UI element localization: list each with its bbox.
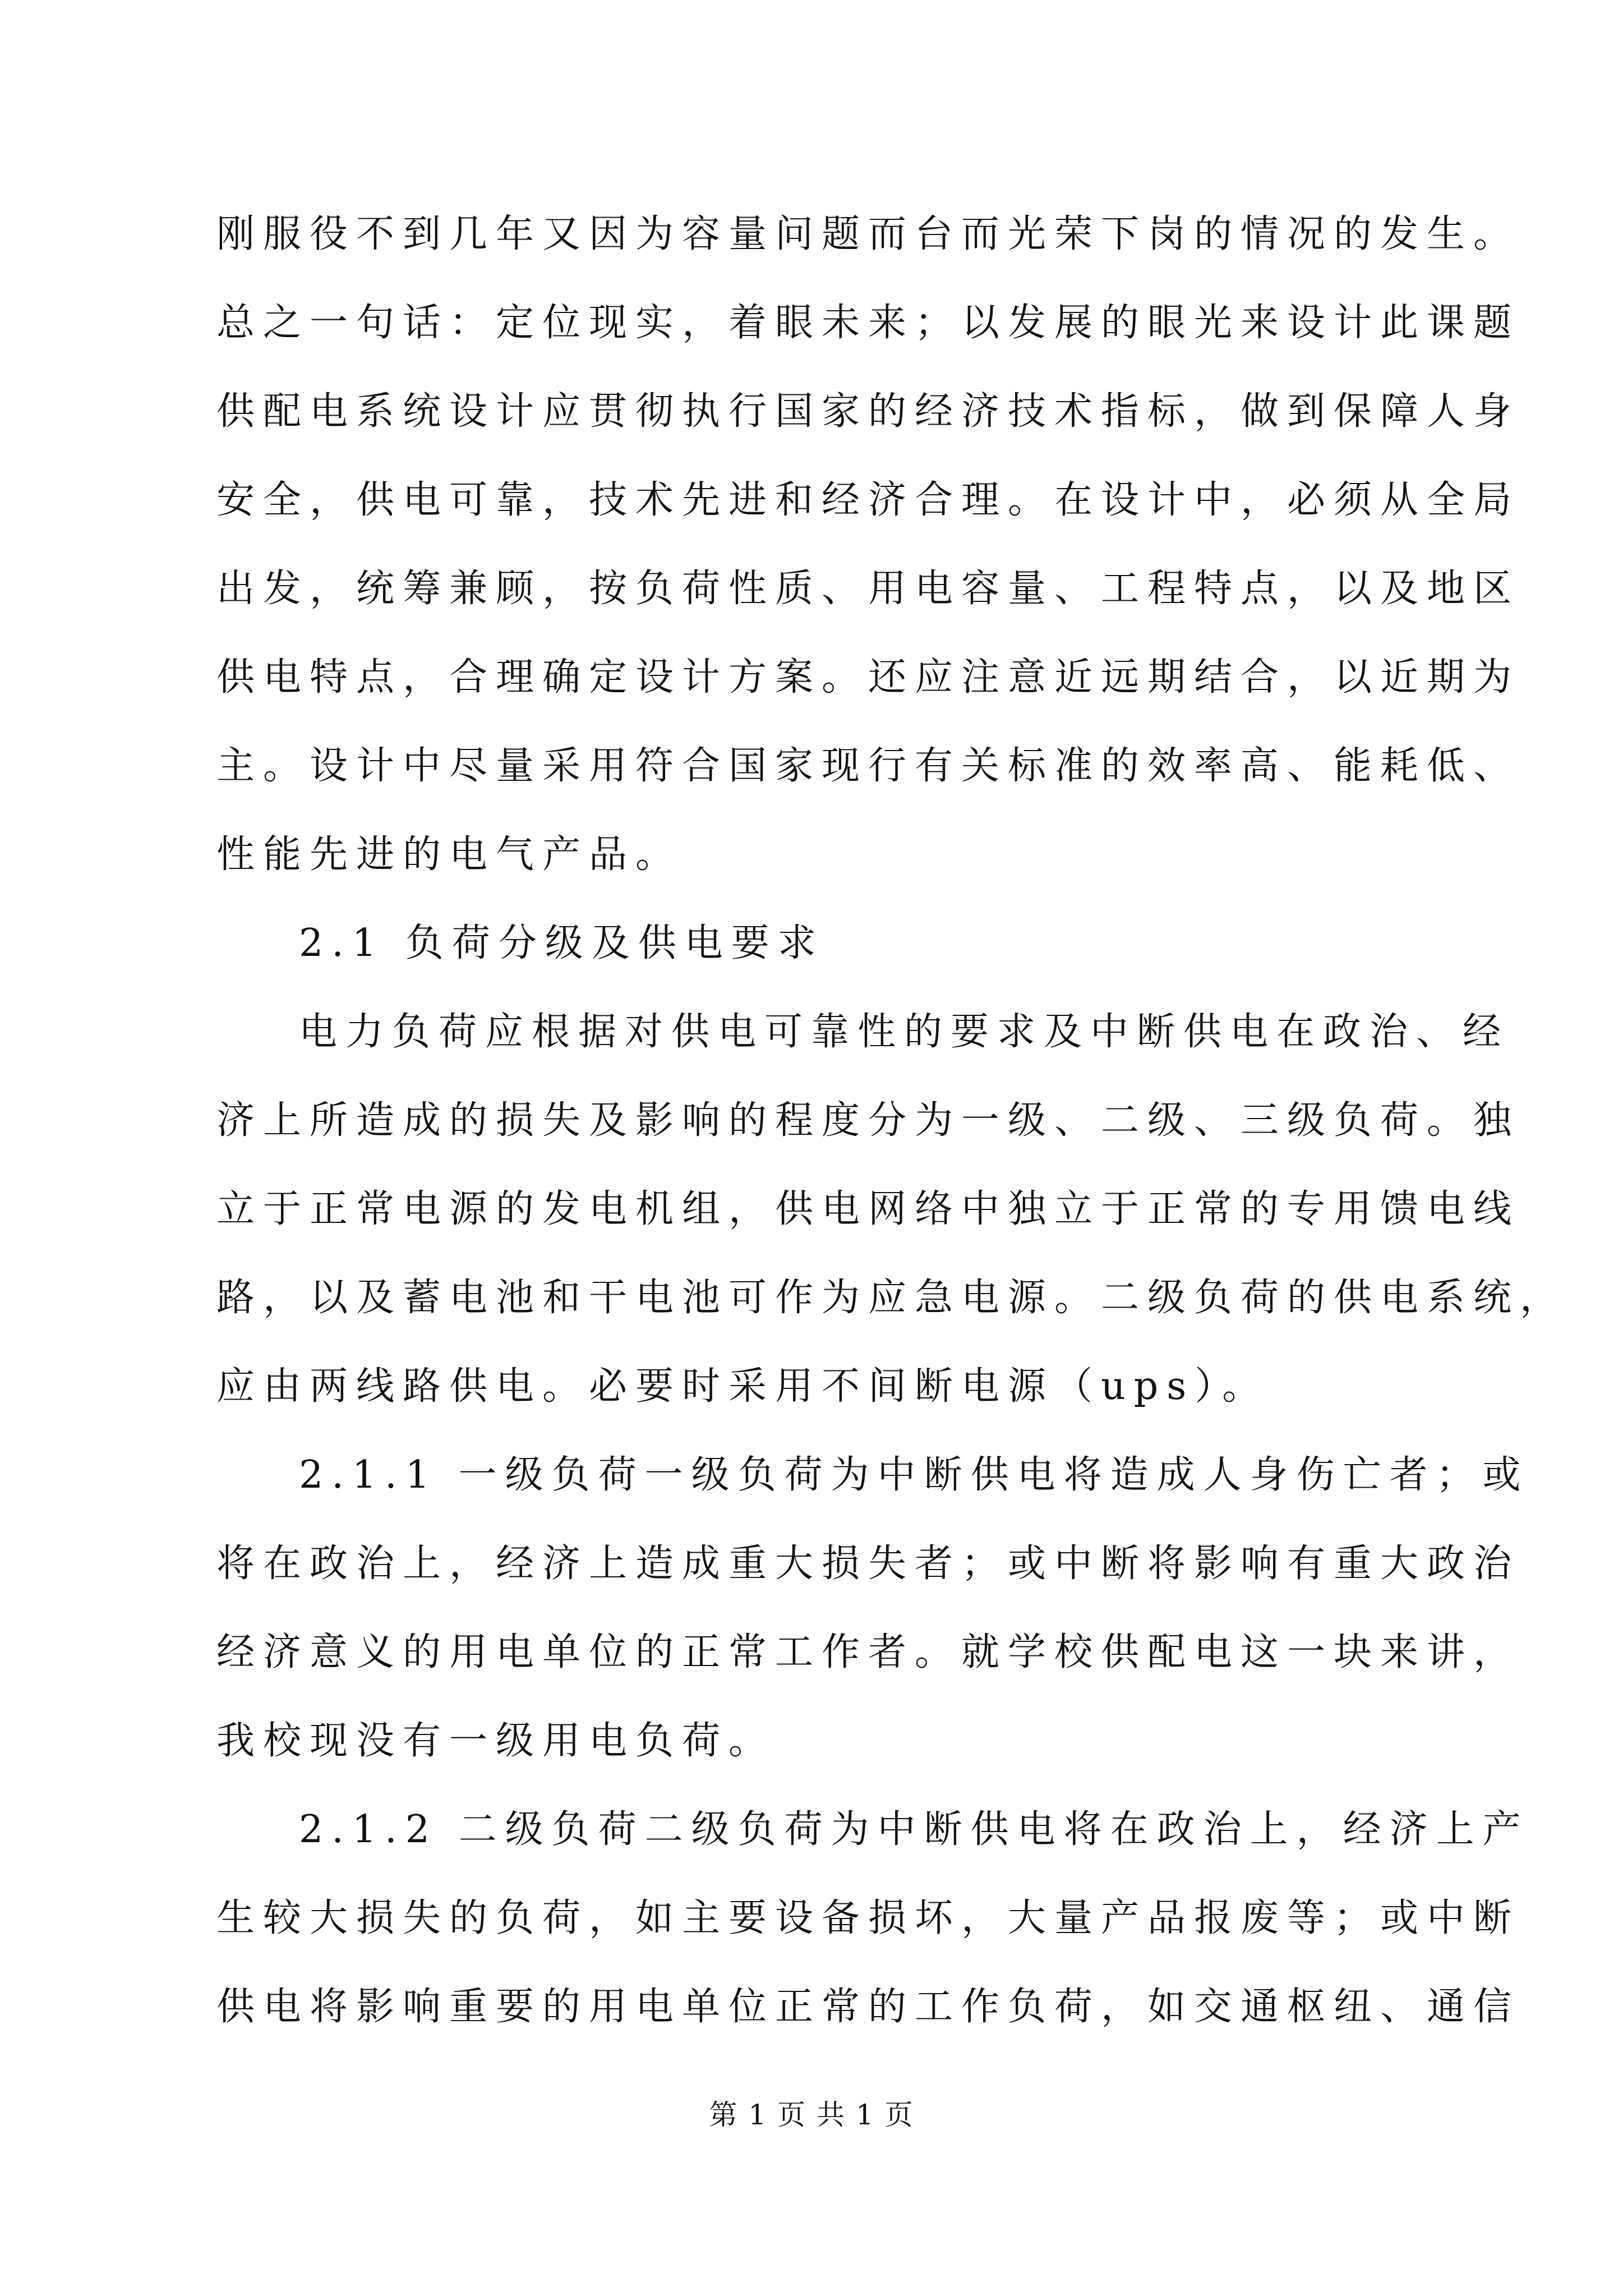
body-text-line: 刚服役不到几年又因为容量问题而台而光荣下岗的情况的发生。 <box>216 212 1520 256</box>
body-text-line: 电力负荷应根据对供电可靠性的要求及中断供电在政治、经 <box>299 1010 1510 1054</box>
body-text-line: 总之一句话：定位现实，着眼未来；以发展的眼光来设计此课题 <box>216 301 1520 345</box>
body-text-line: 应由两线路供电。必要时采用不间断电源（ups）。 <box>216 1364 1269 1409</box>
body-text-line: 立于正常电源的发电机组，供电网络中独立于正常的专用馈电线 <box>216 1187 1520 1231</box>
page-footer: 第 1 页 共 1 页 <box>709 2099 914 2131</box>
body-text-line: 经济意义的用电单位的正常工作者。就学校供配电这一块来讲， <box>216 1630 1520 1674</box>
section-heading: 2.1 负荷分级及供电要求 <box>299 921 824 965</box>
body-text-line: 2.1.1 一级负荷一级负荷为中断供电将造成人身伤亡者；或 <box>299 1453 1529 1497</box>
body-text-line: 我校现没有一级用电负荷。 <box>216 1719 776 1763</box>
body-text-line: 供电特点，合理确定设计方案。还应注意近远期结合，以近期为 <box>216 655 1520 700</box>
body-text-line: 生较大损失的负荷，如主要设备损坏，大量产品报废等；或中断 <box>216 1896 1520 1940</box>
body-text-line: 供配电系统设计应贯彻执行国家的经济技术指标，做到保障人身 <box>216 389 1520 434</box>
body-text-line: 济上所造成的损失及影响的程度分为一级、二级、三级负荷。独 <box>216 1098 1520 1143</box>
body-text-line: 性能先进的电气产品。 <box>216 832 683 877</box>
body-text-line: 2.1.2 二级负荷二级负荷为中断供电将在政治上，经济上产 <box>299 1807 1529 1852</box>
body-text-line: 将在政治上，经济上造成重大损失者；或中断将影响有重大政治 <box>216 1542 1520 1586</box>
body-text-line: 路，以及蓄电池和干电池可作为应急电源。二级负荷的供电系统， <box>216 1276 1567 1320</box>
body-text-line: 供电将影响重要的用电单位正常的工作负荷，如交通枢纽、通信 <box>216 1985 1520 2029</box>
body-text-line: 安全，供电可靠，技术先进和经济合理。在设计中，必须从全局 <box>216 478 1520 522</box>
body-text-line: 主。设计中尽量采用符合国家现行有关标准的效率高、能耗低、 <box>216 744 1520 788</box>
body-text-line: 出发，统筹兼顾，按负荷性质、用电容量、工程特点，以及地区 <box>216 567 1520 611</box>
